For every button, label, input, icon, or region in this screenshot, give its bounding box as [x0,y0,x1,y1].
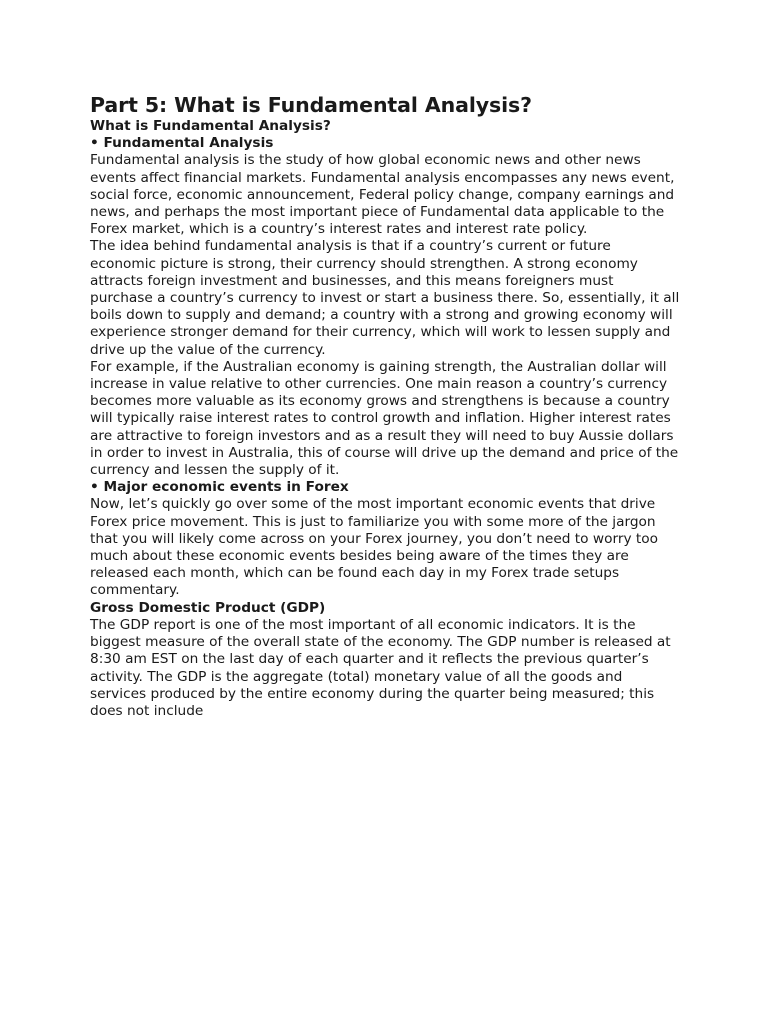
paragraph-major-events: Now, let’s quickly go over some of the most important economic events that drive Forex price movement. This is just to familiarize you with some more of the jargon that you will likely come across on your Forex journey, you don’t need to worry too much about these economic events besides being aware of the times they are released each month, which can be found each day in my Forex trade setups commentary. [90,496,659,599]
paragraph-gdp: The GDP report is one of the most important of all economic indicators. It is the biggest measure of the overall state of the economy. The GDP number is released at 8:30 am EST on the last day of each quarter and it reflects the previous quarter’s activity. The GDP is the aggregate (total) monetary value of all the goods and services produced by the entire economy during the quarter being measured; this does not include [90,616,671,719]
heading-gdp: Gross Domestic Product (GDP) [90,599,326,616]
paragraph-idea: The idea behind fundamental analysis is that if a country’s current or future economic picture is strong, their currency should strengthen. A strong economy attracts foreign investment and businesses, and this means foreigners must purchase a country’s currency to invest or start a business there. So, essentially, it all boils down to supply and demand; a country with a strong and growing economy will experience stronger demand for their currency, which will work to lessen supply and drive up the value of the currency. [90,238,680,358]
paragraph-example: For example, if the Australian economy is gaining strength, the Australian dollar will increase in value relative to other currencies. One main reason a country’s currency becomes more valuable as its economy grows and strengthens is because a country will typically raise interest rates to control growth and inflation. Higher interest rates are attractive to foreign investors and as a result they will need to buy Aussie dollars in order to invest in Australia, this of course will drive up the demand and price of the currency and lessen the supply of it. [90,358,679,479]
section-subtitle: What is Fundamental Analysis? [90,118,331,134]
heading-fundamental-analysis: • Fundamental Analysis [90,135,274,152]
heading-major-events: • Major economic events in Forex [90,479,349,496]
page-title: Part 5: What is Fundamental Analysis? [90,93,532,117]
paragraph-definition: Fundamental analysis is the study of how global economic news and other news events affect financial markets. Fundamental analysis encompasses any news event, social force, economic announcement, Federal policy change, company earnings and news, and perhaps the most important piece of Fundamental data applicable to the Forex market, which is a country’s interest rates and interest rate policy. [90,152,675,238]
document-page [90,92,680,720]
